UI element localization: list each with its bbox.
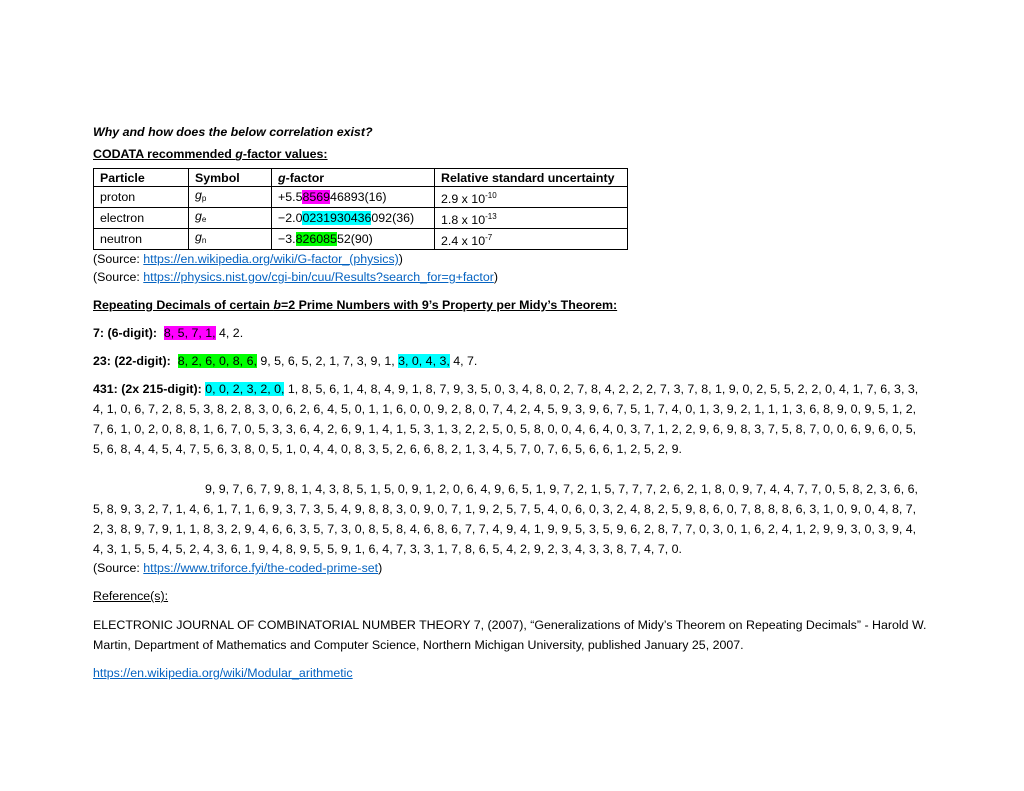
highlight-cyan: 0231930436 [302, 211, 372, 225]
link-nist[interactable]: https://physics.nist.gov/cgi-bin/cuu/Results?search_for=g+factor [143, 270, 494, 284]
sequence-line: 5, 8, 9, 3, 2, 7, 1, 4, 6, 1, 7, 1, 6, 9, 3, 7, 3, 5, 4, 9, 8, 8, 3, 0, 9, 0, 7, 1, 9, 2, 5, 7, 5, 4, 0, 6, 0, 3, 2, 4, 8, 2, 5, 9, 8, 6, 0, 7, 8, 8, 8, 6, 3, 1, 0, 9, 0, 4, 8, 7, [93, 502, 917, 516]
highlight-magenta: 8, 5, 7, 1, [163, 326, 216, 340]
cell-g-factor: +5.5856946893(16) [272, 187, 435, 208]
highlight-green: 826085 [295, 232, 337, 246]
source-triforce: (Source: https://www.triforce.fyi/the-coded-prime-set) [93, 561, 383, 575]
codata-heading: CODATA recommended g-factor values: [93, 147, 328, 161]
cell-g-factor: −3.82608552(90) [272, 229, 435, 250]
highlight-cyan: 3, 0, 4, 3, [398, 354, 450, 368]
references-heading: Reference(s): [93, 589, 169, 603]
link-wikipedia-g-factor[interactable]: https://en.wikipedia.org/wiki/G-factor_(physics) [143, 252, 399, 266]
cell-particle: proton [94, 187, 189, 208]
highlight-green: 8, 2, 6, 0, 8, 6, [177, 354, 257, 368]
repeating-decimals-heading: Repeating Decimals of certain b=2 Prime Numbers with 9’s Property per Midy’s Theorem: [93, 298, 618, 312]
cell-uncertainty: 1.8 x $10^{-13}$ [435, 208, 628, 229]
header-uncertainty: Relative standard uncertainty [435, 169, 628, 187]
cell-uncertainty: 2.4 x $10^{-7}$ [435, 229, 628, 250]
prime-23-sequence: 23: (22-digit): 8, 2, 6, 0, 8, 6, 9, 5, 6, 5, 2, 1, 7, 3, 9, 1, 3, 0, 4, 3, 4, 7. [93, 354, 478, 368]
cell-symbol: $g_n$ [189, 229, 272, 250]
prime-7-sequence: 7: (6-digit): 8, 5, 7, 1, 4, 2. [93, 326, 244, 340]
cell-symbol: $g_e$ [189, 208, 272, 229]
highlight-cyan: 0, 0, 2, 3, 2, 0, [205, 382, 285, 396]
link-triforce[interactable]: https://www.triforce.fyi/the-coded-prime-set [143, 561, 379, 575]
sequence-line: 2, 3, 8, 9, 7, 9, 1, 1, 8, 3, 2, 9, 4, 6, 6, 3, 5, 7, 3, 0, 8, 5, 8, 4, 6, 8, 6, 7, 7, 4, 9, 4, 1, 9, 9, 5, 3, 5, 9, 6, 2, 8, 7, 7, 0, 3, 0, 1, 6, 2, 4, 1, 2, 9, 9, 3, 0, 3, 9, 4, [93, 522, 917, 536]
sequence-line: 4, 1, 0, 6, 7, 2, 8, 5, 3, 8, 2, 8, 3, 0, 6, 2, 6, 4, 5, 0, 1, 1, 6, 0, 0, 9, 2, 8, 0, 7, 4, 2, 4, 5, 9, 3, 9, 6, 7, 5, 1, 7, 4, 0, 1, 3, 9, 2, 1, 1, 1, 3, 6, 8, 9, 0, 9, 5, 1, 2, [93, 402, 917, 416]
link-modular-arithmetic[interactable]: https://en.wikipedia.org/wiki/Modular_arithmetic [93, 666, 353, 680]
reference-link-paragraph [93, 663, 953, 683]
cell-particle: neutron [94, 229, 189, 250]
table-row [94, 229, 628, 250]
table-header-row [94, 169, 628, 187]
g-factor-table [93, 168, 628, 250]
question-heading: Why and how does the below correlation exist? [93, 125, 373, 139]
cell-symbol: $g_p$ [189, 187, 272, 208]
prime-431-sequence: 431: (2x 215-digit): 0, 0, 2, 3, 2, 0, 1, 8, 5, 6, 1, 4, 8, 4, 9, 1, 8, 7, 9, 3, 5, 0, 3, 4, 8, 0, 2, 7, 8, 4, 2, 2, 2, 7, 3, 7, 8, 1, 9, 0, 2, 5, 5, 2, 2, 0, 4, 1, 7, 6, 3, 3, 4, 1, 0, 6, 7, 2, 8, 5, 3, 8, 2, 8, 3, 0, 6, 2, 6, 4, 5, 0, 1, 1, 6, 0, 0, 9, 2, 8, 0, 7, 4, 2, 4, 5, 9, 3, 9, 6, 7, 5, 1, 7, 4, 0, 1, 3, 9, 2, 1, 1, 1, 3, 6, 8, 9, 0, 9, 5, 1, 2, 7, 6, 1, 0, 2, 0, 8, 8, 1, 6, 7, 0, 5, 3, 3, 6, 4, 2, 6, 9, 1, 4, 1, 5, 3, 1, 3, 2, 2, 5, 0, 5, 8, 0, 0, 4, 6, 4, 0, 3, 7, 1, 2, 2, 9, 6, 9, 8, 3, 7, 5, 8, 7, 0, 0, 6, 9, 6, 0, 5, 5, 6, 8, 4, 4, 5, 4, 7, 5, 6, 3, 8, 0, 5, 1, 0, 4, 4, 0, 8, 3, 5, 2, 6, 6, 8, 2, 1, 3, 4, 5, 7, 0, 7, 6, 5, 6, 6, 1, 2, 5, 2, 9. 9, 9, 7, 6, 7, 9, 8, 1, 4, 3, 8, 5, 1, 5, 0, 9, 1, 2, 0, 6, 4, 9, 6, 5, 1, 9, 7, 2, 1, 5, 7, 7, 7, 2, 6, 2, 1, 8, 0, 9, 7, 4, 4, 7, 7, 0, 5, 8, 2, 3, 6, 6, 5, 8, 9, 3, 2, 7, 1, 4, 6, 1, 7, 1, 6, 9, 3, 7, 3, 5, 4, 9, 8, 8, 3, 0, 9, 0, 7, 1, 9, 2, 5, 7, 5, 4, 0, 6, 0, 3, 2, 4, 8, 2, 5, 9, 8, 6, 0, 7, 8, 8, 8, 6, 3, 1, 0, 9, 0, 4, 8, 7, 2, 3, 8, 9, 7, 9, 1, 1, 8, 3, 2, 9, 4, 6, 6, 3, 5, 7, 3, 0, 8, 5, 8, 4, 6, 8, 6, 7, 7, 4, 9, 4, 1, 9, 9, 5, 3, 5, 9, 6, 2, 8, 7, 7, 0, 3, 0, 1, 6, 2, 4, 1, 2, 9, 9, 3, 0, 3, 9, 4, 4, 3, 1, 5, 5, 4, 5, 2, 4, 3, 6, 1, 9, 4, 8, 9, 5, 5, 9, 1, 6, 4, 7, 3, 3, 1, 7, 8, 6, 5, 4, 2, 9, 2, 3, 4, 3, 3, 8, 7, 4, 7, 0. [93, 379, 953, 559]
reference-citation: ELECTRONIC JOURNAL OF COMBINATORIAL NUMBER THEORY 7, (2007), “Generalizations of Midy’s Theorem on Repeating Decimals” - Harold W. Martin, Department of Mathematics and Computer Science, Northern Michigan University, published January 25, 2007. [93, 618, 927, 652]
sequence-line: 9, 9, 7, 6, 7, 9, 8, 1, 4, 3, 8, 5, 1, 5, 0, 9, 1, 2, 0, 6, 4, 9, 6, 5, 1, 9, 7, 2, 1, 5, 7, 7, 7, 2, 6, 2, 1, 8, 0, 9, 7, 4, 4, 7, 7, 0, 5, 8, 2, 3, 6, 6, [205, 482, 918, 496]
table-row [94, 208, 628, 229]
sequence-line: 7, 6, 1, 0, 2, 0, 8, 8, 1, 6, 7, 0, 5, 3, 3, 6, 4, 2, 6, 9, 1, 4, 1, 5, 3, 1, 3, 2, 2, 5, 0, 5, 8, 0, 0, 4, 6, 4, 0, 3, 7, 1, 2, 2, 9, 6, 9, 8, 3, 7, 5, 8, 7, 0, 0, 6, 9, 6, 0, 5, [93, 422, 917, 436]
sequence-line: 5, 6, 8, 4, 4, 5, 4, 7, 5, 6, 3, 8, 0, 5, 1, 0, 4, 4, 0, 8, 3, 5, 2, 6, 6, 8, 2, 1, 3, 4, 5, 7, 0, 7, 6, 5, 6, 6, 1, 2, 5, 2, 9. [93, 442, 682, 456]
source-wikipedia-g-factor: (Source: https://en.wikipedia.org/wiki/G-factor_(physics)) [93, 252, 403, 266]
header-particle: Particle [94, 169, 189, 187]
cell-uncertainty: 2.9 x $10^{-10}$ [435, 187, 628, 208]
header-symbol: Symbol [189, 169, 272, 187]
cell-g-factor: −2.00231930436092(36) [272, 208, 435, 229]
document-page [93, 124, 953, 683]
header-g-factor: g-factor [272, 169, 435, 187]
cell-particle: electron [94, 208, 189, 229]
table-row [94, 187, 628, 208]
sequence-line: 4, 3, 1, 5, 5, 4, 5, 2, 4, 3, 6, 1, 9, 4, 8, 9, 5, 5, 9, 1, 6, 4, 7, 3, 3, 1, 7, 8, 6, 5, 4, 2, 9, 2, 3, 4, 3, 3, 8, 7, 4, 7, 0. [93, 542, 682, 556]
highlight-magenta: 8569 [302, 190, 331, 204]
source-nist: (Source: https://physics.nist.gov/cgi-bin/cuu/Results?search_for=g+factor) [93, 270, 498, 284]
